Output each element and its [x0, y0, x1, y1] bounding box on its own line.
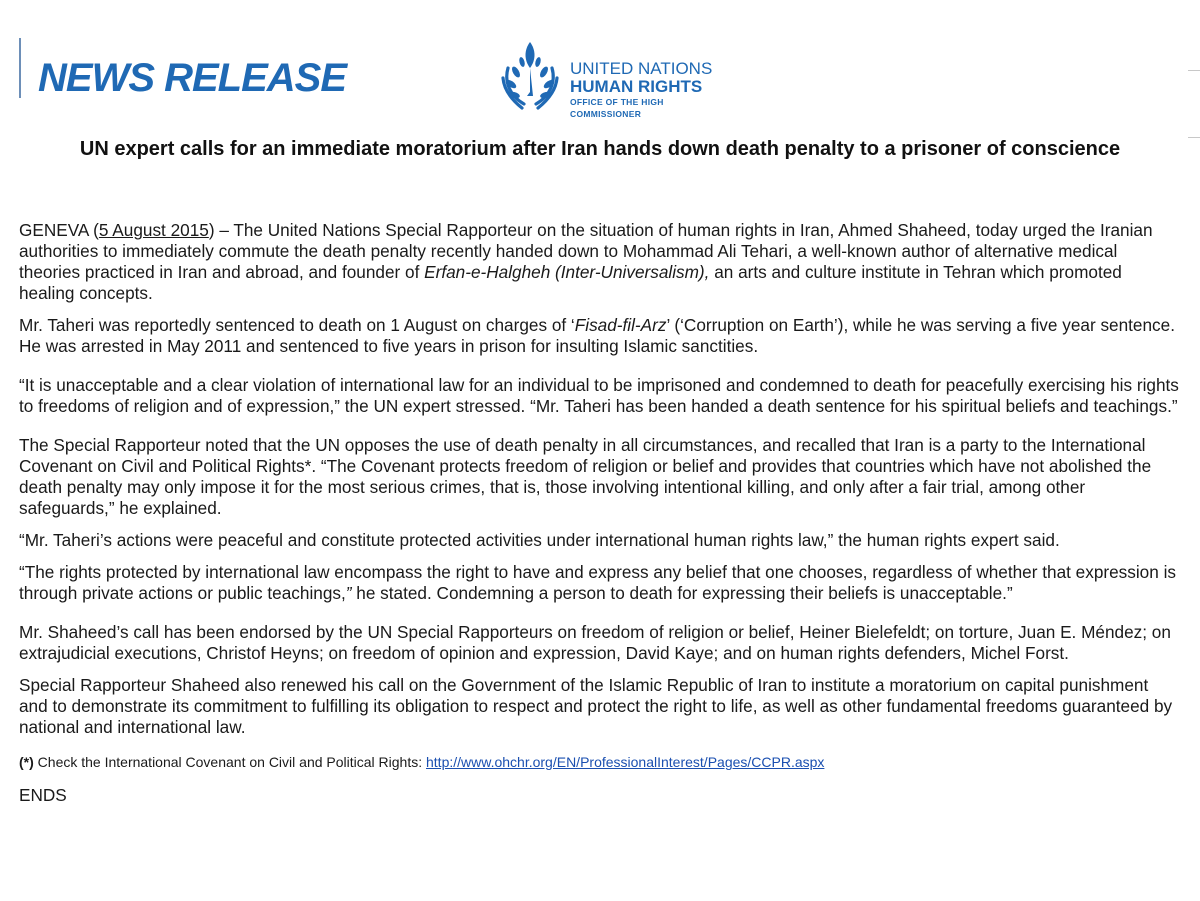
- edge-mark: [1188, 137, 1200, 138]
- paragraph-8: Special Rapporteur Shaheed also renewed his call on the Government of the Islamic Republic of Iran to institute a moratorium on capital punishment and to demonstrate its commitment to fulfilling its obligation to respect and protect the right to life, as well as other fundamental freedoms guaranteed by national and international law.: [19, 675, 1173, 737]
- ends-marker: ENDS: [19, 785, 67, 805]
- paragraph-3: “It is unacceptable and a clear violation of international law for an individual to be imprisoned and condemned to death for peacefully exercising his rights to freedoms of religion and of expression,” the UN expert stressed. “Mr. Taheri has been handed a death sentence for his spiritual beliefs and teachings.”: [19, 375, 1179, 416]
- news-release-title: NEWS RELEASE: [38, 56, 347, 100]
- un-emblem-icon: [494, 38, 566, 118]
- paragraph-5: “Mr. Taheri’s actions were peaceful and constitute protected activities under international human rights law,” the human rights expert said.: [19, 530, 1060, 550]
- p1-italic: Erfan-e-Halgheh (Inter-Universalism),: [424, 262, 710, 282]
- p1-text: ) – The United Nations Special Rapporteur on the situation of human rights in Iran, Ahmed Shaheed, today urged the Iranian authorities to immediately commute the death penalty recently handed down to Mohammad Ali Tehari, a well-known author of alternative medical theories practiced in Iran and abroad, and founder of: [19, 220, 1153, 282]
- paragraph-6: [19, 562, 1179, 604]
- footnote: [19, 753, 1179, 771]
- header-rule: [19, 38, 21, 98]
- headline: UN expert calls for an immediate moratorium after Iran hands down death penalty to a prisoner of conscience: [79, 138, 1121, 160]
- p2-italic: Fisad-fil-Arz: [574, 315, 667, 335]
- footnote-text: Check the International Covenant on Civil and Political Rights:: [33, 754, 426, 770]
- logo-line-united-nations: UNITED NATIONS: [570, 59, 713, 78]
- un-human-rights-logo: [494, 38, 734, 118]
- logo-line-office: OFFICE OF THE HIGH COMMISSIONER: [570, 97, 664, 119]
- edge-mark: [1188, 70, 1200, 71]
- p6-b: he stated. Condemning a person to death for expressing their beliefs is unacceptable.”: [351, 583, 1013, 603]
- footnote-marker: (*): [19, 754, 34, 770]
- p1-tail: an arts and culture institute in Tehran which promoted healing concepts.: [19, 262, 1122, 303]
- ccpr-link[interactable]: http://www.ohchr.org/EN/ProfessionalInterest/Pages/CCPR.aspx: [426, 754, 825, 770]
- logo-line-human-rights: HUMAN RIGHTS: [570, 77, 703, 96]
- p2-b: ’ (‘Corruption on Earth’), while he was serving a five year sentence. He was arrested in May 2011 and sentenced to five years in prison for insulting Islamic sanctities.: [19, 315, 1175, 356]
- p6-italic: ”: [345, 583, 352, 603]
- paragraph-1: [19, 220, 1179, 304]
- paragraph-4: The Special Rapporteur noted that the UN opposes the use of death penalty in all circumstances, and recalled that Iran is a party to the International Covenant on Civil and Political Rights*. “The Covenant protects freedom of religion or belief and provides that countries which have not abolished the death penalty may only impose it for the most serious crimes, that is, those involving intentional killing, and only after a fair trial, among other safeguards,” he explained.: [19, 435, 1152, 518]
- release-date: 5 August 2015: [98, 220, 209, 240]
- press-release-body: [19, 220, 1179, 817]
- paragraph-7: Mr. Shaheed’s call has been endorsed by the UN Special Rapporteurs on freedom of religion or belief, Heiner Bielefeldt; on torture, Juan E. Méndez; on extrajudicial executions, Christof Heyns; on freedom of opinion and expression, David Kaye; and on human rights defenders, Michel Forst.: [19, 622, 1171, 663]
- p1-lead: GENEVA (: [19, 220, 99, 240]
- paragraph-2: [19, 315, 1179, 357]
- logo-text: [570, 60, 734, 120]
- p6-a: “The rights protected by international law encompass the right to have and express any belief that one chooses, regardless of whether that expression is through private actions or public teachings,: [19, 562, 1176, 603]
- p2-a: Mr. Taheri was reportedly sentenced to death on 1 August on charges of ‘: [19, 315, 575, 335]
